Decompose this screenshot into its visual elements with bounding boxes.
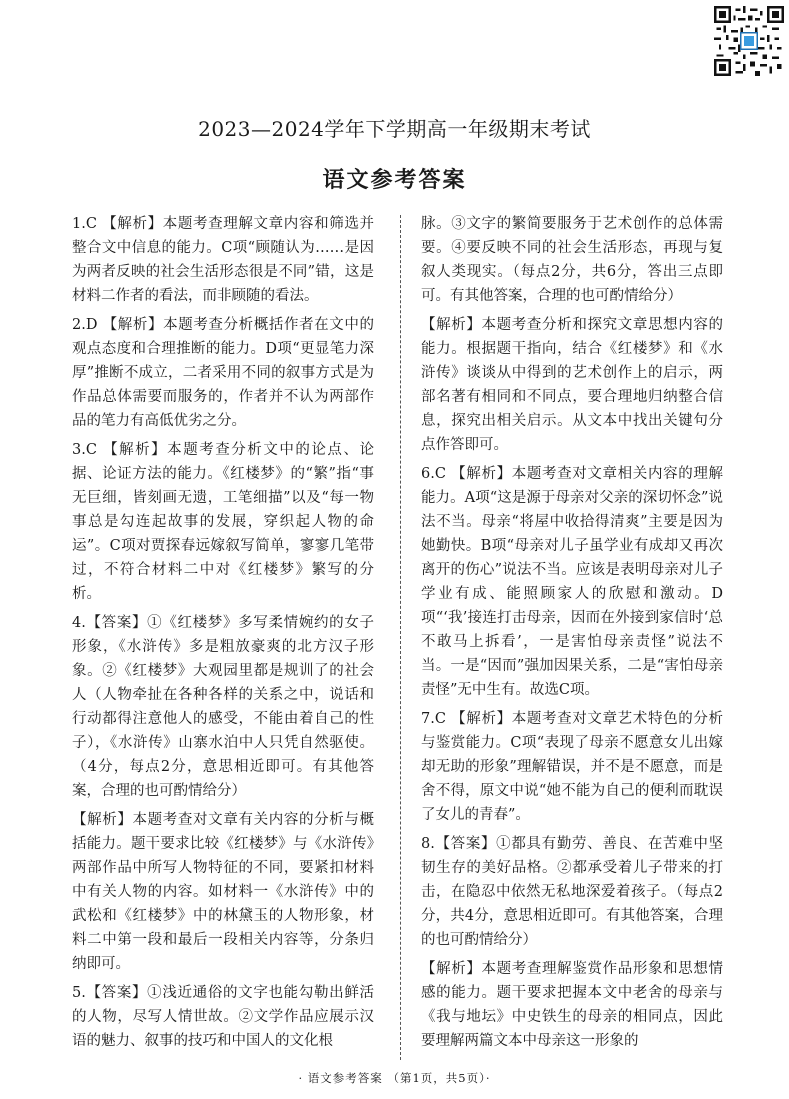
qr-code (714, 6, 784, 76)
answer-item-5-analysis: 【解析】本题考查分析和探究文章思想内容的能力。根据题干指向，结合《红楼梦》和《水浒传》谈谈从中得到的艺术创作上的启示，两部名著有相同和不同点，要合理地归纳整合信息，探究出相关启示。从文本中找出关键句分点作答即可。 (421, 317, 723, 453)
page-footer: · 语文参考答案 （第1页，共5页）· (298, 1071, 491, 1085)
answer-item-8-analysis: 【解析】本题考查理解鉴赏作品形象和思想情感的能力。题干要求把握本文中老舍的母亲与《我与地坛》中史铁生的母亲的相同点，因此要理解两篇文本中母亲这一形象的 (421, 961, 723, 1049)
column-divider (400, 215, 401, 1060)
answer-item-7: 7.C 【解析】本题考查对文章艺术特色的分析与鉴赏能力。C项“表现了母亲不愿意女儿出嫁却无助的形象”理解错误，并不是不愿意，而是舍不得，原文中说“她不能为自己的便利而耽误了女儿的青春”。 (421, 711, 723, 823)
right-column (421, 212, 723, 1058)
answer-item-3: 3.C 【解析】本题考查分析文中的论点、论据、论证方法的能力。《红楼梦》的“繁”指“事无巨细，皆刻画无遗，工笔细描”以及“每一物事总是勾连起故事的发展，穿织起人物的命运”。C项对贾探春远嫁叙写简单，寥寥几笔带过，不符合材料二中对《红楼梦》繁写的分析。 (72, 442, 374, 602)
answer-item-1: 1.C 【解析】本题考查理解文章内容和筛选并整合文中信息的能力。C项“顾随认为……是因为两者反映的社会生活形态很是不同”错，这是材料二作者的看法，而非顾随的看法。 (72, 216, 374, 304)
answer-item-2: 2.D 【解析】本题考查分析概括作者在文中的观点态度和合理推断的能力。D项“更显笔力深厚”推断不成立，二者采用不同的叙事方式是为作品总体需要而服务的，作者并不认为两部作品的笔力有高低优劣之分。 (72, 317, 374, 429)
answer-item-8: 8.【答案】①都具有勤劳、善良、在苦难中坚韧生存的美好品格。②都承受着儿子带来的打击，在隐忍中依然无私地深爱着孩子。（每点2分，共4分，意思相近即可。有其他答案，合理的也可酌情给分） (421, 836, 723, 948)
exam-title: 2023—2024学年下学期高一年级期末考试 (198, 117, 591, 141)
answer-item-6: 6.C 【解析】本题考查对文章相关内容的理解能力。A项“这是源于母亲对父亲的深切怀念”说法不当。母亲“将屋中收拾得清爽”主要是因为她勤快。B项“母亲对儿子虽学业有成却又再次离开的伤心”说法不当。应该是表明母亲对儿子学业有成、能照顾家人的欣慰和激动。D项“‘我’接连打击母亲，因而在外接到家信时‘总不敢马上拆看’，一是害怕母亲责怪”说法不当。一是“因而”强加因果关系，二是“害怕母亲责怪”无中生有。故选C项。 (421, 466, 723, 698)
left-column (72, 212, 374, 1058)
answer-item-4: 4.【答案】①《红楼梦》多写柔情婉约的女子形象，《水浒传》多是粗放豪爽的北方汉子形象。②《红楼梦》大观园里都是规训了的社会人（人物牵扯在各种各样的关系之中，说话和行动都得注意他人的感受，不能由着自己的性子），《水浒传》山寨水泊中人只凭自然驱使。（4分，每点2分，意思相近即可。有其他答案，合理的也可酌情给分） (72, 615, 374, 799)
answer-item-5: 5.【答案】①浅近通俗的文字也能勾勒出鲜活的人物，尽写人情世故。②文学作品应展示汉语的魅力、叙事的技巧和中国人的文化根 (72, 985, 374, 1049)
answer-item-5-continued: 脉。③文字的繁简要服务于艺术创作的总体需要。④要反映不同的社会生活形态，再现与复叙人类现实。（每点2分，共6分，答出三点即可。有其他答案，合理的也可酌情给分） (421, 216, 723, 304)
answer-item-4-analysis: 【解析】本题考查对文章有关内容的分析与概括能力。题干要求比较《红楼梦》与《水浒传》两部作品中所写人物特征的不同，要紧扣材料中有关人物的内容。如材料一《水浒传》中的武松和《红楼梦》中的林黛玉的人物形象，材料二中第一段和最后一段相关内容等，分条归纳即可。 (72, 812, 374, 972)
answer-key-title: 语文参考答案 (322, 167, 467, 193)
